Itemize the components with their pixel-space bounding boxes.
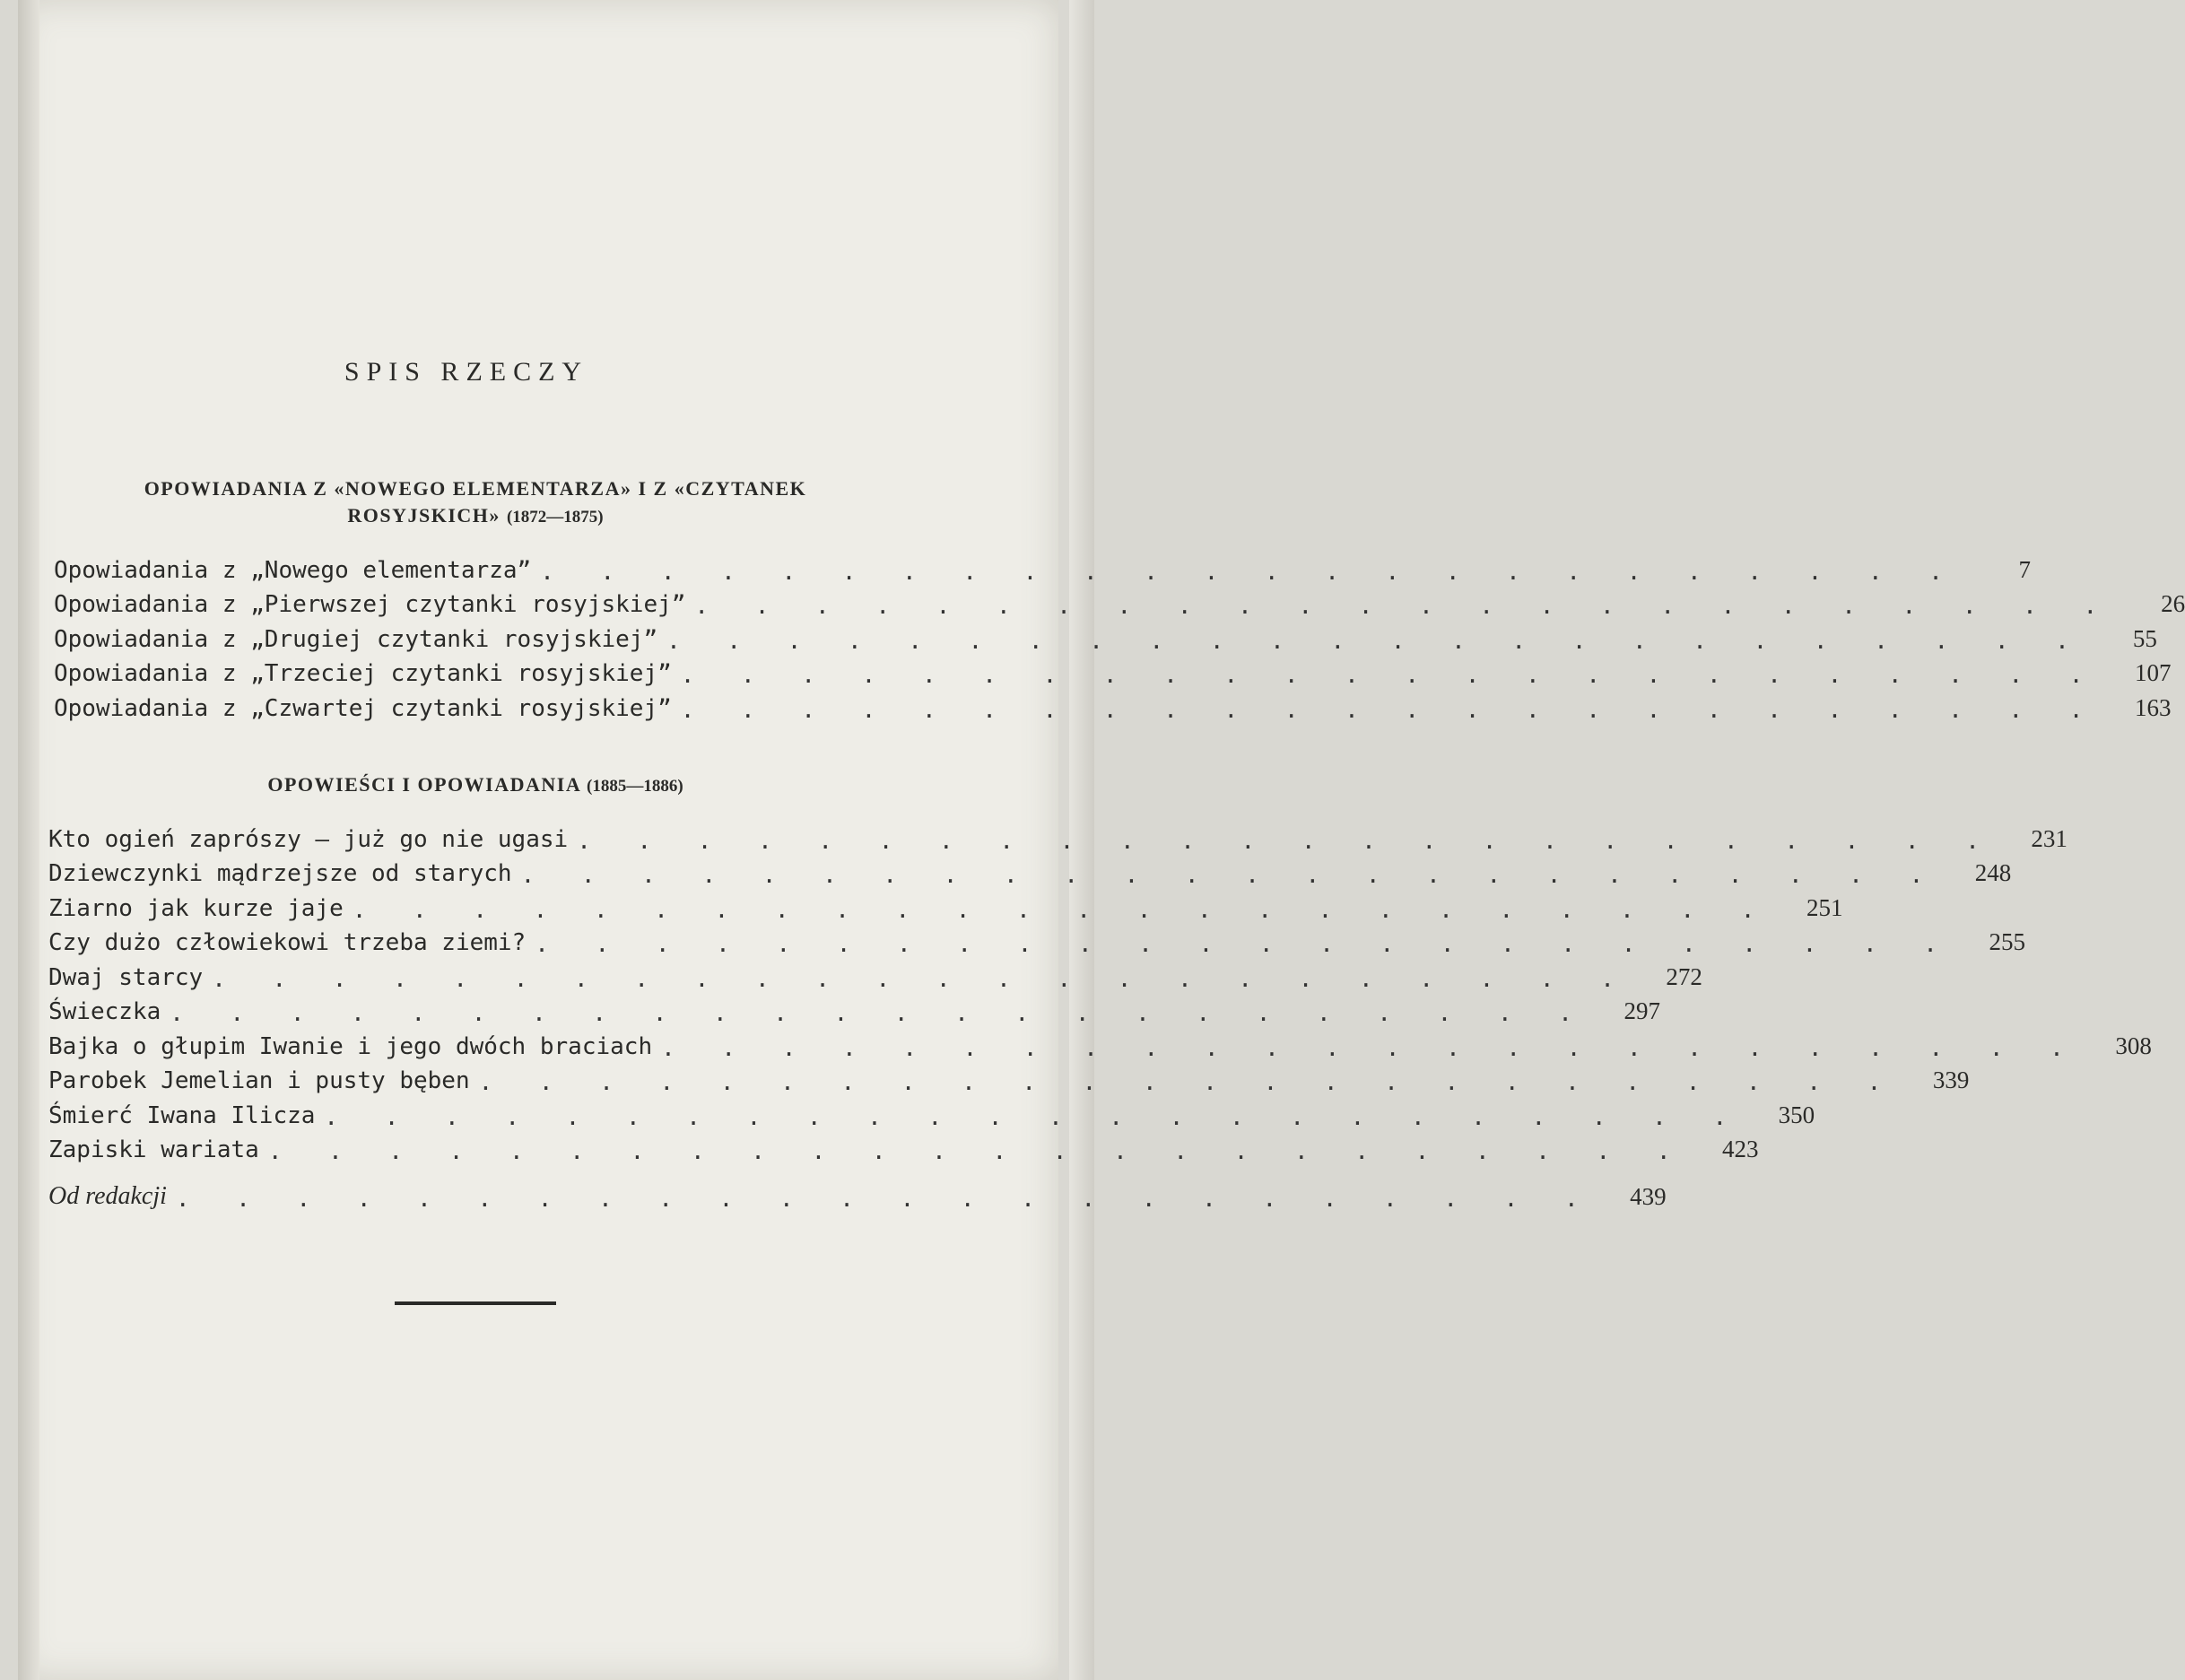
toc-entry[interactable] [54, 687, 2172, 724]
section-heading-2-line1: OPOWIEŚCI I OPOWIADANIA [267, 773, 580, 796]
toc-entry-page: 248 [1974, 859, 2012, 886]
leader-dots: . . . . . . . . . . . . . . . . . . . . . . . . [175, 1185, 1595, 1213]
toc-entry[interactable] [54, 584, 2185, 620]
toc-entry-label: Zapiski wariata [48, 1136, 259, 1163]
toc-section-1 [54, 549, 2185, 724]
toc-entry-page: 255 [1989, 928, 2025, 955]
toc-entry[interactable] [48, 1060, 1970, 1096]
toc-entry-page: 26 [2161, 590, 2185, 617]
toc-entry-page: 308 [2115, 1032, 2152, 1059]
leader-dots: . . . . . . . . . . . . . . . . . . . . . . . . [267, 1138, 1687, 1165]
toc-entry-page: 163 [2134, 693, 2172, 721]
leader-dots: . . . . . . . . . . . . . . . . . . . . . . . . [666, 627, 2085, 655]
closing-rule [395, 1301, 556, 1305]
leader-dots: . . . . . . . . . . . . . . . . . . . . . . . . [324, 1103, 1744, 1131]
toc-entry-label: Bajka o głupim Iwanie i jego dwóch braciach [48, 1032, 653, 1060]
section-heading-2-years: (1885—1886) [587, 777, 683, 796]
toc-entry-page: 272 [1666, 962, 1702, 990]
toc-entry-editorial[interactable] [48, 1176, 1667, 1213]
toc-entry-label: Opowiadania z „Trzeciej czytanki rosyjskiej” [54, 660, 672, 687]
toc-entry-label: Opowiadania z „Drugiej czytanki rosyjskiej” [54, 625, 658, 653]
toc-entry[interactable] [48, 956, 1702, 993]
toc-entry[interactable] [54, 653, 2172, 689]
toc-entry-page: 7 [2018, 555, 2031, 583]
toc-entry-label: Ziarno jak kurze jaje [48, 894, 344, 922]
toc-entry[interactable] [48, 991, 1660, 1027]
section-heading-1-years: (1872—1875) [506, 508, 604, 527]
section-heading-1-line2: ROSYJSKICH» [347, 504, 501, 527]
toc-entry[interactable] [54, 618, 2157, 655]
toc-entry[interactable] [48, 818, 2067, 855]
toc-entry[interactable] [48, 887, 1843, 924]
toc-entry-page: 55 [2132, 624, 2157, 652]
toc-entry-label: Kto ogień zaprószy — już go nie ugasi [48, 825, 569, 853]
toc-entry-page: 231 [2031, 824, 2067, 852]
leader-dots: . . . . . . . . . . . . . . . . . . . . . . . . [170, 1000, 1589, 1027]
section-heading-1 [54, 475, 897, 531]
leader-dots: . . . . . . . . . . . . . . . . . . . . . . . . [478, 1069, 1898, 1096]
toc-entry-page: 439 [1630, 1182, 1667, 1210]
toc-entry-page: 350 [1778, 1101, 1815, 1128]
page-title: SPIS RZECZY [344, 357, 589, 387]
leader-dots: . . . . . . . . . . . . . . . . . . . . . . . . [520, 862, 1940, 889]
page-edge-left [18, 0, 39, 1680]
toc-entry-label: Parobek Jemelian i pusty bęben [48, 1067, 470, 1094]
leader-dots: . . . . . . . . . . . . . . . . . . . . . . . . [680, 662, 2100, 689]
leader-dots: . . . . . . . . . . . . . . . . . . . . . . . . [661, 1034, 2080, 1062]
toc-entry-page: 297 [1624, 997, 1660, 1024]
book-page [18, 0, 2185, 1680]
leader-dots: . . . . . . . . . . . . . . . . . . . . . . . . [535, 931, 1954, 958]
leader-dots: . . . . . . . . . . . . . . . . . . . . . . . . [540, 558, 1959, 586]
toc-section-2 [48, 818, 2152, 1213]
toc-entry-page: 339 [1932, 1066, 1970, 1093]
toc-entry[interactable] [48, 1094, 1815, 1131]
leader-dots: . . . . . . . . . . . . . . . . . . . . . . . . [352, 896, 1772, 924]
leader-dots: . . . . . . . . . . . . . . . . . . . . . . . . [212, 965, 1631, 993]
toc-entry-label: Dziewczynki mądrzejsze od starych [48, 860, 512, 887]
toc-entry-label: Świeczka [48, 998, 161, 1025]
leader-dots: . . . . . . . . . . . . . . . . . . . . . . . . [577, 827, 1996, 855]
leader-dots: . . . . . . . . . . . . . . . . . . . . . . . . [694, 593, 2114, 620]
toc-entry-label: Opowiadania z „Pierwszej czytanki rosyjskiej” [54, 591, 686, 618]
toc-entry-label: Dwaj starcy [48, 963, 204, 991]
toc-entry[interactable] [48, 1129, 1759, 1165]
toc-entry-page: 423 [1722, 1136, 1759, 1162]
toc-entry-label: Śmierć Iwana Ilicza [48, 1101, 316, 1129]
section-heading-1-line1: OPOWIADANIA Z «NOWEGO ELEMENTARZA» I Z «CZYTANEK [144, 477, 807, 500]
section-heading-2 [54, 771, 897, 800]
toc-entry-page: 107 [2134, 659, 2172, 686]
toc-entry[interactable] [48, 853, 2012, 889]
toc-entry[interactable] [48, 1025, 2152, 1062]
toc-entry-label: Czy dużo człowiekowi trzeba ziemi? [48, 929, 527, 956]
toc-entry-label: Opowiadania z „Czwartej czytanki rosyjskiej” [54, 694, 672, 722]
toc-entry-label: Od redakcji [48, 1181, 167, 1210]
toc-entry[interactable] [48, 922, 2025, 958]
leader-dots: . . . . . . . . . . . . . . . . . . . . . . . . [680, 696, 2100, 724]
toc-entry[interactable] [54, 549, 2031, 586]
toc-entry-page: 251 [1806, 893, 1843, 921]
toc-entry-label: Opowiadania z „Nowego elementarza” [54, 556, 532, 584]
